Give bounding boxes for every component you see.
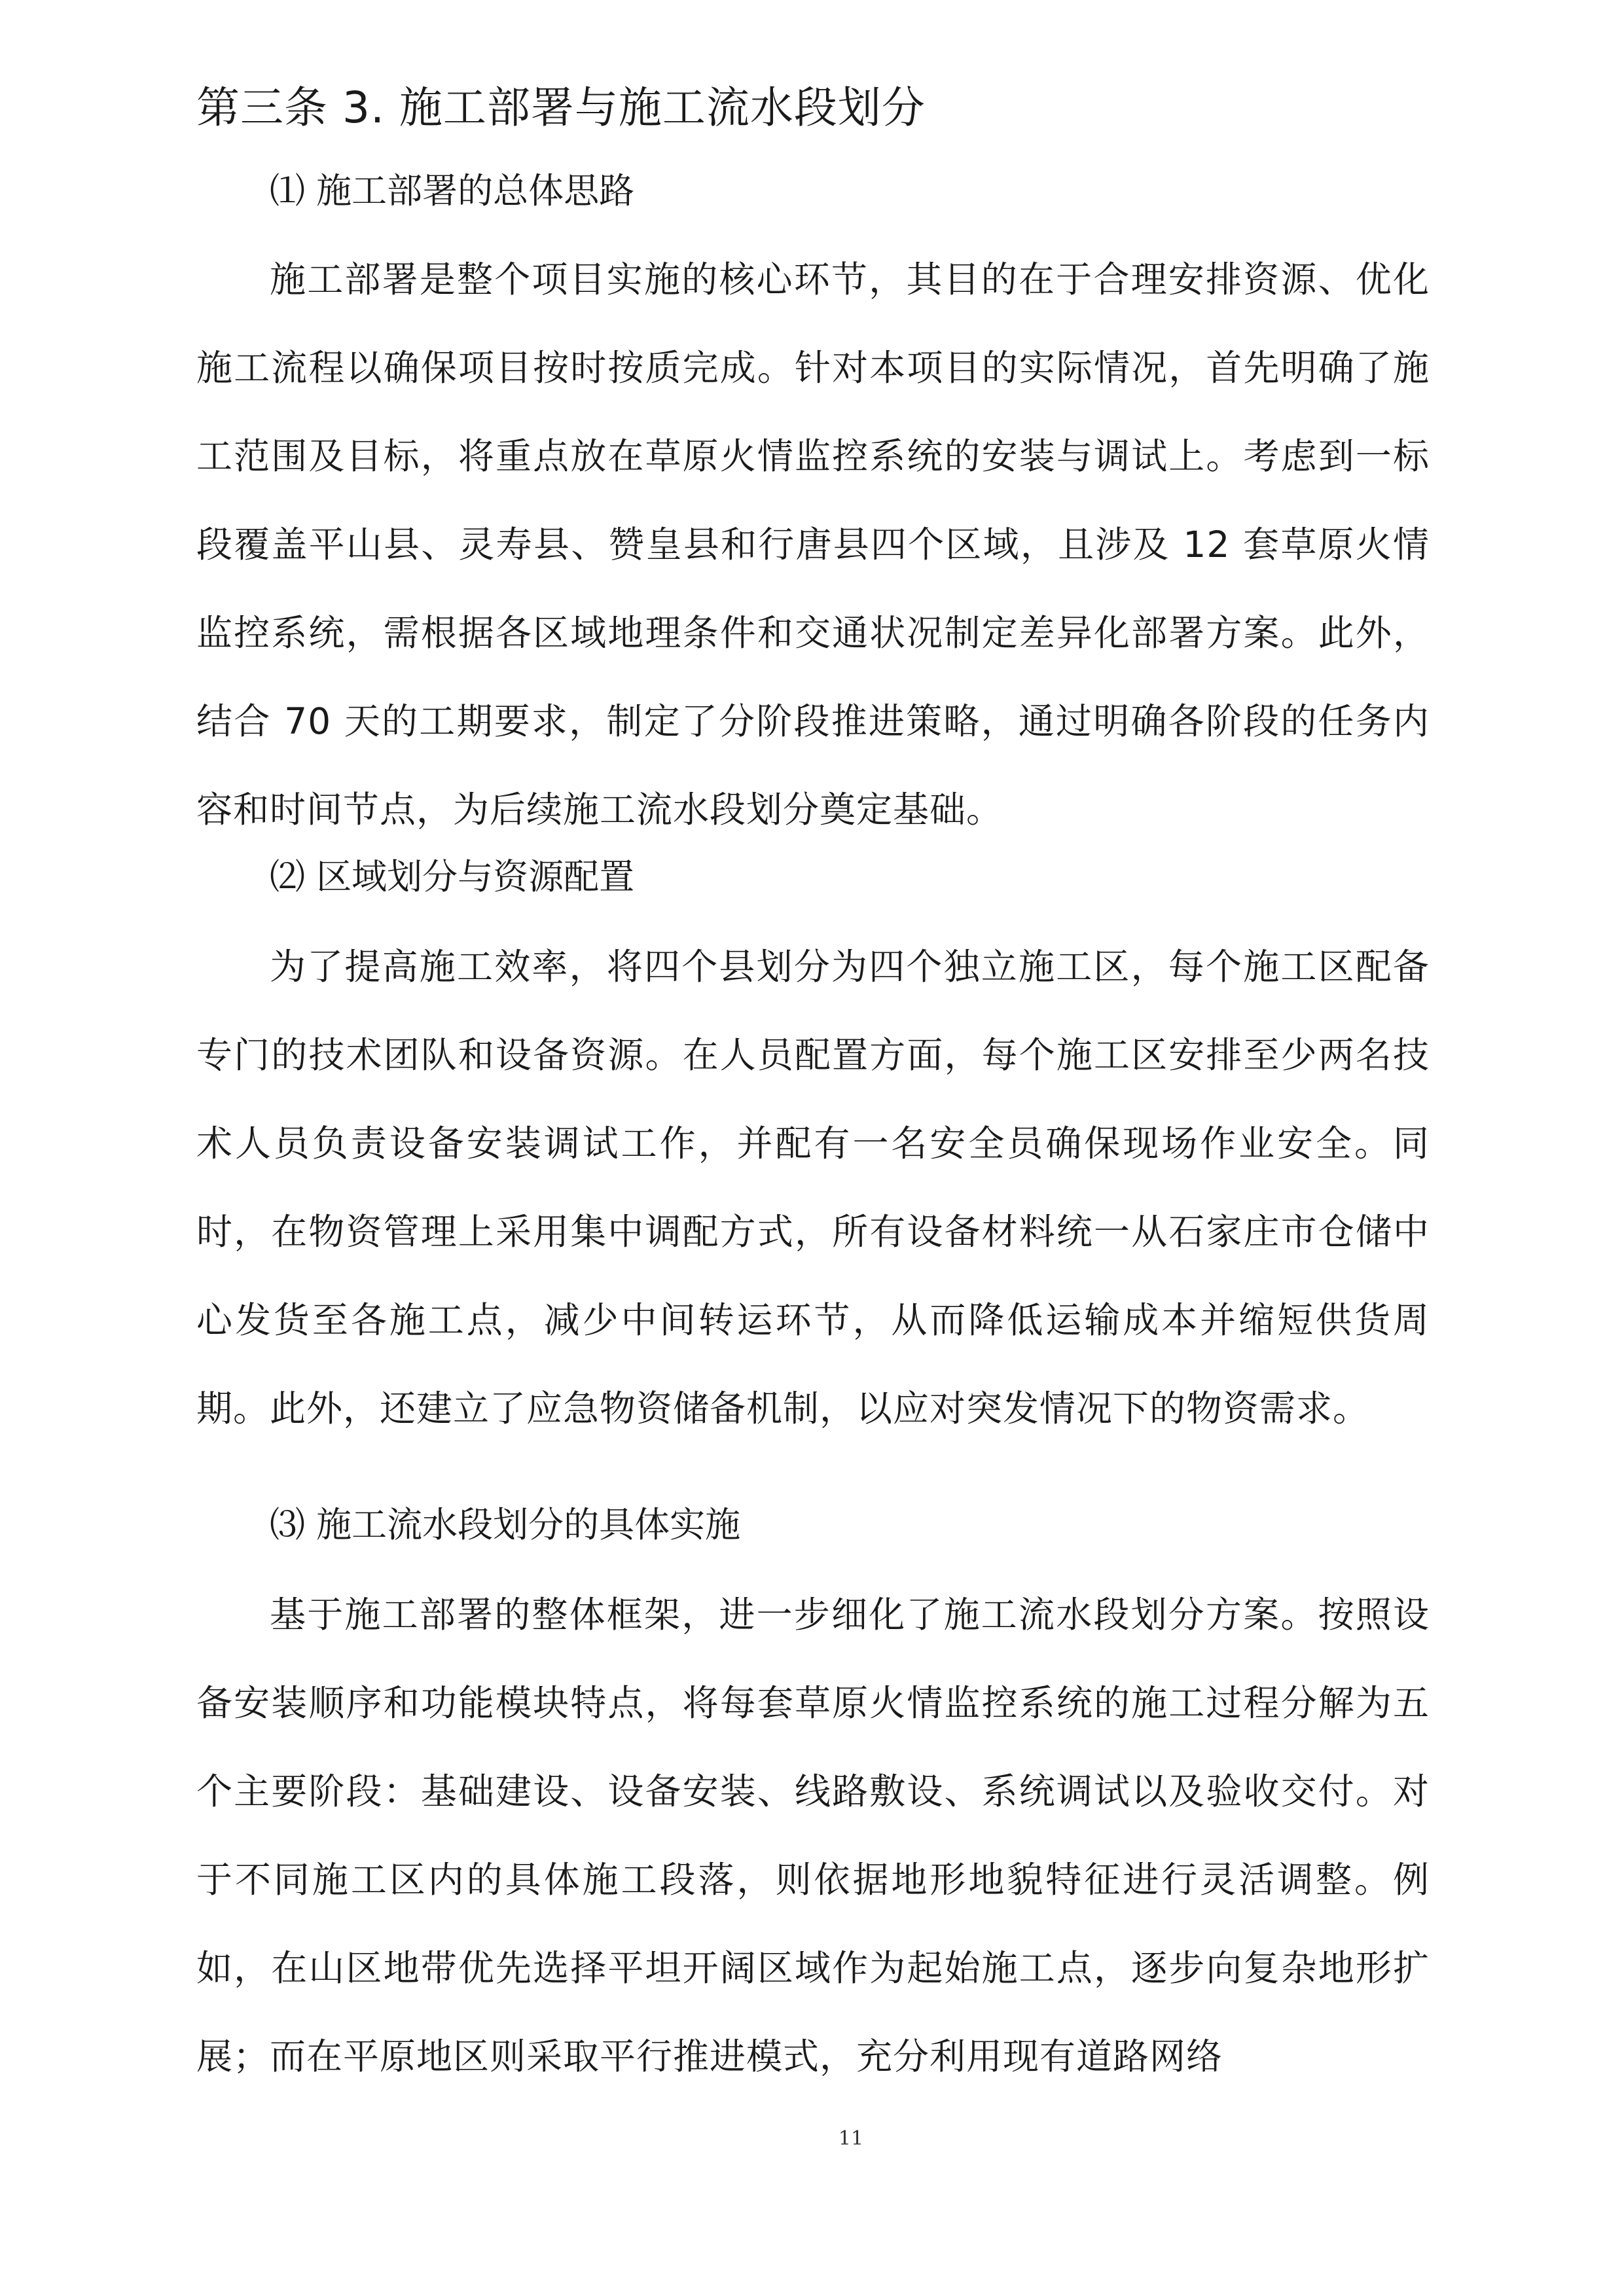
- page-number: 11: [838, 2127, 864, 2150]
- section-paragraph-1: 施工部署是整个项目实施的核心环节，其目的在于合理安排资源、优化施工流程以确保项目按时按质完成。针对本项目的实际情况，首先明确了施工范围及目标，将重点放在草原火情监控系统的安装与调试上。考虑到一标段覆盖平山县、灵寿县、赞皇县和行唐县四个区域，且涉及 12 套草原火情监控系统，需根据各区域地理条件和交通状况制定差异化部署方案。此外，结合 70 天的工期要求，制定了分阶段推进策略，通过明确各阶段的任务内容和时间节点，为后续施工流水段划分奠定基础。: [196, 259, 1430, 831]
- page-title: 第三条 3. 施工部署与施工流水段划分: [196, 82, 926, 133]
- section-paragraph-3: 基于施工部署的整体框架，进一步细化了施工流水段划分方案。按照设备安装顺序和功能模块特点，将每套草原火情监控系统的施工过程分解为五个主要阶段：基础建设、设备安装、线路敷设、系统调试以及验收交付。对于不同施工区内的具体施工段落，则依据地形地貌特征进行灵活调整。例如，在山区地带优先选择平坦开阔区域作为起始施工点，逐步向复杂地形扩展；而在平原地区则采取平行推进模式，充分利用现有道路网络: [196, 1594, 1430, 2077]
- section-heading-3: ⑶ 施工流水段划分的具体实施: [270, 1504, 741, 1545]
- section-paragraph-2: 为了提高施工效率，将四个县划分为四个独立施工区，每个施工区配备专门的技术团队和设备资源。在人员配置方面，每个施工区安排至少两名技术人员负责设备安装调试工作，并配有一名安全员确保现场作业安全。同时，在物资管理上采用集中调配方式，所有设备材料统一从石家庄市仓储中心发货至各施工点，减少中间转运环节，从而降低运输成本并缩短供货周期。此外，还建立了应急物资储备机制，以应对突发情况下的物资需求。: [196, 946, 1430, 1429]
- section-heading-2: ⑵ 区域划分与资源配置: [270, 856, 635, 897]
- section-heading-1: ⑴ 施工部署的总体思路: [270, 170, 635, 211]
